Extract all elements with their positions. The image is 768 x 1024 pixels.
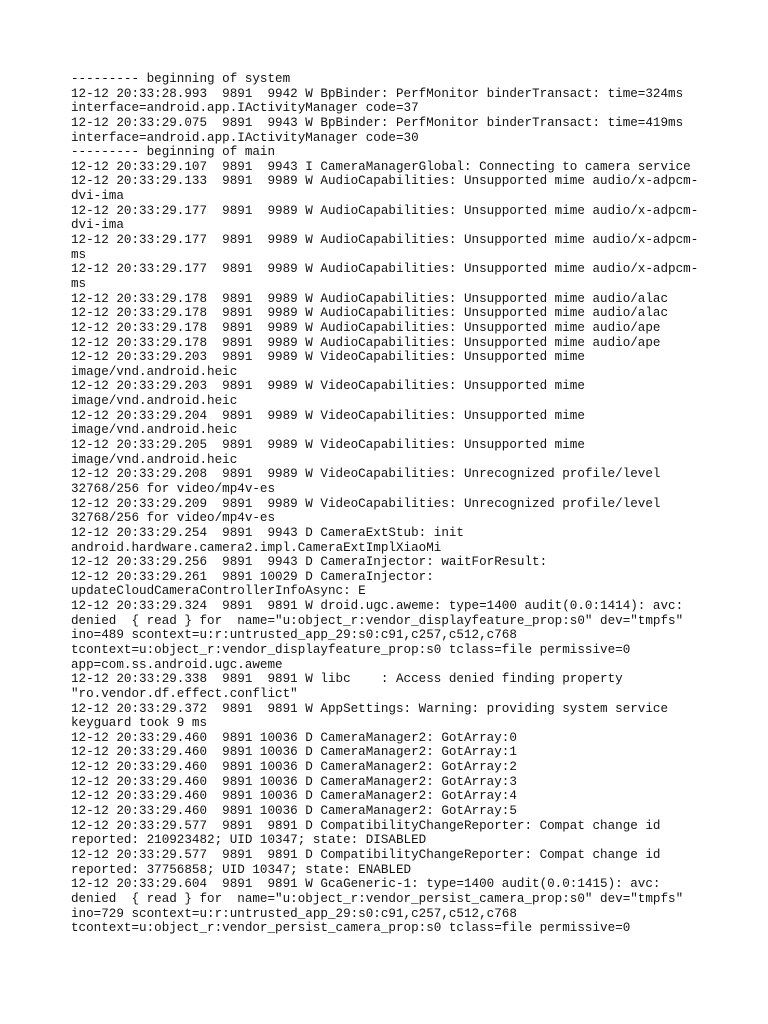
log-line: "ro.vendor.df.effect.conflict" — [71, 686, 298, 701]
log-line: 12-12 20:33:29.178 9891 9989 W AudioCapabilities: Unsupported mime audio/alac — [71, 306, 669, 321]
log-line: 12-12 20:33:29.204 9891 9989 W VideoCapabilities: Unsupported mime — [71, 408, 585, 423]
log-line: ino=489 scontext=u:r:untrusted_app_29:s0:c91,c257,c512,c768 — [71, 628, 517, 643]
log-line: 12-12 20:33:29.177 9891 9989 W AudioCapabilities: Unsupported mime audio/x-adpcm- — [71, 233, 699, 248]
log-line: image/vnd.android.heic — [71, 394, 238, 409]
log-line: image/vnd.android.heic — [71, 364, 238, 379]
log-line: 12-12 20:33:29.075 9891 9943 W BpBinder: PerfMonitor binderTransact: time=419ms — [71, 115, 684, 130]
log-line: 12-12 20:33:29.372 9891 9891 W AppSettings: Warning: providing system service — [71, 701, 669, 716]
log-line: 12-12 20:33:29.324 9891 9891 W droid.ugc.aweme: type=1400 audit(0.0:1414): avc: — [71, 599, 684, 614]
log-line: 12-12 20:33:29.178 9891 9989 W AudioCapabilities: Unsupported mime audio/ape — [71, 335, 661, 350]
log-line: 12-12 20:33:29.460 9891 10036 D CameraManager2: GotArray:4 — [71, 789, 517, 804]
log-line: 12-12 20:33:29.604 9891 9891 W GcaGeneric-1: type=1400 audit(0.0:1415): avc: — [71, 877, 661, 892]
log-line: 12-12 20:33:29.203 9891 9989 W VideoCapabilities: Unsupported mime — [71, 379, 585, 394]
log-line: denied { read } for name="u:object_r:vendor_displayfeature_prop:s0" dev="tmpfs" — [71, 613, 684, 628]
log-line: app=com.ss.android.ugc.aweme — [71, 657, 283, 672]
log-line: 12-12 20:33:29.178 9891 9989 W AudioCapabilities: Unsupported mime audio/ape — [71, 320, 661, 335]
log-line: 12-12 20:33:29.254 9891 9943 D CameraExtStub: init — [71, 525, 464, 540]
log-line: 12-12 20:33:29.460 9891 10036 D CameraManager2: GotArray:1 — [71, 745, 517, 760]
log-line: image/vnd.android.heic — [71, 452, 238, 467]
log-line: 12-12 20:33:29.460 9891 10036 D CameraManager2: GotArray:3 — [71, 774, 517, 789]
log-line: 12-12 20:33:29.208 9891 9989 W VideoCapabilities: Unrecognized profile/level — [71, 467, 661, 482]
log-line: 12-12 20:33:29.577 9891 9891 D CompatibilityChangeReporter: Compat change id — [71, 818, 661, 833]
log-line: reported: 37756858; UID 10347; state: ENABLED — [71, 862, 412, 877]
log-line: 12-12 20:33:29.577 9891 9891 D CompatibilityChangeReporter: Compat change id — [71, 847, 661, 862]
log-line: tcontext=u:object_r:vendor_persist_camera_prop:s0 tclass=file permissive=0 — [71, 921, 631, 936]
log-line: 12-12 20:33:29.209 9891 9989 W VideoCapabilities: Unrecognized profile/level — [71, 496, 661, 511]
log-line: --------- beginning of main — [71, 145, 276, 160]
log-line: interface=android.app.IActivityManager code=30 — [71, 130, 419, 145]
log-line: denied { read } for name="u:object_r:vendor_persist_camera_prop:s0" dev="tmpfs" — [71, 891, 684, 906]
log-line: dvi-ima — [71, 189, 124, 204]
log-line: 12-12 20:33:29.460 9891 10036 D CameraManager2: GotArray:5 — [71, 804, 517, 819]
log-line: 12-12 20:33:29.203 9891 9989 W VideoCapabilities: Unsupported mime — [71, 350, 585, 365]
log-line: 12-12 20:33:29.256 9891 9943 D CameraInjector: waitForResult: — [71, 555, 548, 570]
log-document — [71, 72, 731, 936]
log-line: 12-12 20:33:29.261 9891 10029 D CameraInjector: — [71, 569, 434, 584]
log-line: tcontext=u:object_r:vendor_displayfeature_prop:s0 tclass=file permissive=0 — [71, 642, 631, 657]
log-line: ms — [71, 276, 87, 291]
log-line: 12-12 20:33:29.177 9891 9989 W AudioCapabilities: Unsupported mime audio/x-adpcm- — [71, 203, 699, 218]
log-line: 12-12 20:33:29.460 9891 10036 D CameraManager2: GotArray:0 — [71, 730, 517, 745]
log-line: 12-12 20:33:29.205 9891 9989 W VideoCapabilities: Unsupported mime — [71, 438, 585, 453]
log-line: 32768/256 for video/mp4v-es — [71, 511, 276, 526]
log-line: 12-12 20:33:29.460 9891 10036 D CameraManager2: GotArray:2 — [71, 760, 517, 775]
log-line: updateCloudCameraControllerInfoAsync: E — [71, 584, 366, 599]
log-line: 12-12 20:33:28.993 9891 9942 W BpBinder: PerfMonitor binderTransact: time=324ms — [71, 86, 684, 101]
log-line: android.hardware.camera2.impl.CameraExtImplXiaoMi — [71, 540, 442, 555]
log-line: 12-12 20:33:29.178 9891 9989 W AudioCapabilities: Unsupported mime audio/alac — [71, 291, 669, 306]
log-line: 32768/256 for video/mp4v-es — [71, 481, 276, 496]
log-line: reported: 210923482; UID 10347; state: DISABLED — [71, 833, 427, 848]
log-line: 12-12 20:33:29.338 9891 9891 W libc : Access denied finding property — [71, 672, 623, 687]
log-line: ino=729 scontext=u:r:untrusted_app_29:s0:c91,c257,c512,c768 — [71, 906, 517, 921]
log-line: ms — [71, 247, 87, 262]
log-line: dvi-ima — [71, 218, 124, 233]
log-line: keyguard took 9 ms — [71, 716, 208, 731]
log-line: --------- beginning of system — [71, 72, 291, 86]
log-line: 12-12 20:33:29.177 9891 9989 W AudioCapabilities: Unsupported mime audio/x-adpcm- — [71, 262, 699, 277]
log-line: 12-12 20:33:29.107 9891 9943 I CameraManagerGlobal: Connecting to camera service — [71, 159, 691, 174]
log-line: image/vnd.android.heic — [71, 423, 238, 438]
log-line: interface=android.app.IActivityManager code=37 — [71, 101, 419, 116]
log-line: 12-12 20:33:29.133 9891 9989 W AudioCapabilities: Unsupported mime audio/x-adpcm- — [71, 174, 699, 189]
